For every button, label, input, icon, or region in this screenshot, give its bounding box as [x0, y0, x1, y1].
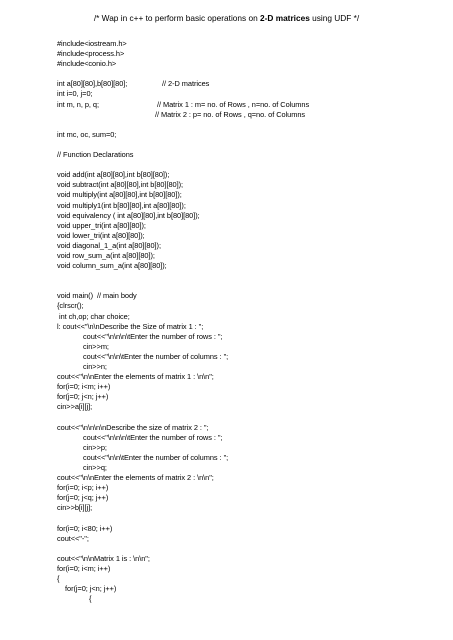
code-line: cout<<"\n\nEnter the elements of matrix 1 : \n\n";: [57, 372, 214, 382]
code-line: int i=0, j=0;: [57, 89, 93, 99]
code-text: int a[80][80],b[80][80];: [57, 79, 128, 89]
code-line: cout<<"\n\nMatrix 1 is : \n\n";: [57, 553, 150, 563]
code-line: cin>>a[i][j];: [57, 402, 93, 412]
page-title: [0, 13, 453, 23]
code-line: cout<<"-";: [57, 533, 89, 543]
code-line: for(i=0; i<m; i++): [57, 563, 111, 573]
code-line: {clrscr();: [57, 301, 84, 311]
code-text: int m, n, p, q;: [57, 99, 99, 109]
code-line: cout<<"\n\n\n\tEnter the number of rows : ";: [83, 432, 223, 442]
code-line: for(j=0; j<q; j++): [57, 493, 109, 503]
code-line: cout<<"\n\n\tEnter the number of columns : ";: [83, 351, 229, 361]
code-line: void column_sum_a(int a[80][80]);: [57, 261, 167, 271]
code-line: cin>>p;: [83, 442, 107, 452]
title-prefix: /* Wap in c++ to perform basic operations on: [93, 13, 261, 23]
code-line: for(i=0; i<80; i++): [57, 523, 113, 533]
code-line: [57, 79, 228, 89]
code-line: [57, 109, 306, 120]
title-bold: 2-D matrices: [260, 13, 310, 23]
code-line: void lower_tri(int a[80][80]);: [57, 230, 145, 240]
code-line: #include<conio.h>: [57, 59, 117, 69]
code-line: for(i=0; i<m; i++): [57, 382, 111, 392]
code-listing: [57, 39, 310, 604]
code-line: void diagonal_1_a(int a[80][80]);: [57, 240, 161, 250]
code-line: for(j=0; j<n; j++): [65, 584, 117, 594]
title-suffix: using UDF */: [309, 13, 360, 23]
code-line: cin>>n;: [83, 362, 107, 371]
code-line: void upper_tri(int a[80][80]);: [57, 220, 146, 230]
code-comment: // 2-D matrices: [162, 79, 210, 89]
code-line: cin>>b[i][j];: [57, 503, 93, 513]
code-line: void subtract(int a[80][80],int b[80][80]);: [57, 180, 184, 190]
code-line: {: [57, 573, 60, 583]
code-line: cout<<"\n\n\tEnter the number of columns : ";: [83, 452, 229, 462]
code-line: #include<iostream.h>: [57, 39, 127, 48]
code-line: // Function Declarations: [57, 150, 134, 160]
code-line: cout<<"\n\n\n\nDescribe the size of matrix 2 : ";: [57, 422, 209, 432]
code-line: cout<<"\n\n\n\tEnter the number of rows : ";: [83, 331, 223, 341]
code-line: void equivalency ( int a[80][80],int b[80][80]);: [57, 210, 200, 220]
code-line: cin>>q;: [83, 462, 107, 472]
code-line: l: cout<<"\n\nDescribe the Size of matrix 1 : ";: [57, 321, 204, 331]
code-line: for(i=0; i<p; i++): [57, 483, 109, 493]
code-line: {: [89, 594, 92, 604]
code-line: cout<<"\n\nEnter the elements of matrix 2 : \n\n";: [57, 473, 214, 483]
code-line: for(j=0; j<n; j++): [57, 392, 109, 402]
code-line: void main() // main body: [57, 291, 137, 301]
code-line: int ch,op; char choice;: [57, 311, 130, 321]
code-line: [57, 99, 310, 110]
code-line: void row_sum_a(int a[80][80]);: [57, 250, 155, 260]
code-line: void multiply(int a[80][80],int b[80][80]);: [57, 190, 182, 200]
code-line: int mc, oc, sum=0;: [57, 129, 117, 139]
code-line: void multiply1(int b[80][80],int a[80][80]);: [57, 200, 186, 210]
code-line: cin>>m;: [83, 341, 109, 351]
code-line: void add(int a[80][80],int b[80][80]);: [57, 170, 170, 180]
code-comment: // Matrix 1 : m= no. of Rows , n=no. of Columns: [157, 99, 310, 109]
code-comment: // Matrix 2 : p= no. of Rows , q=no. of Columns: [155, 109, 306, 119]
code-line: #include<process.h>: [57, 49, 125, 59]
